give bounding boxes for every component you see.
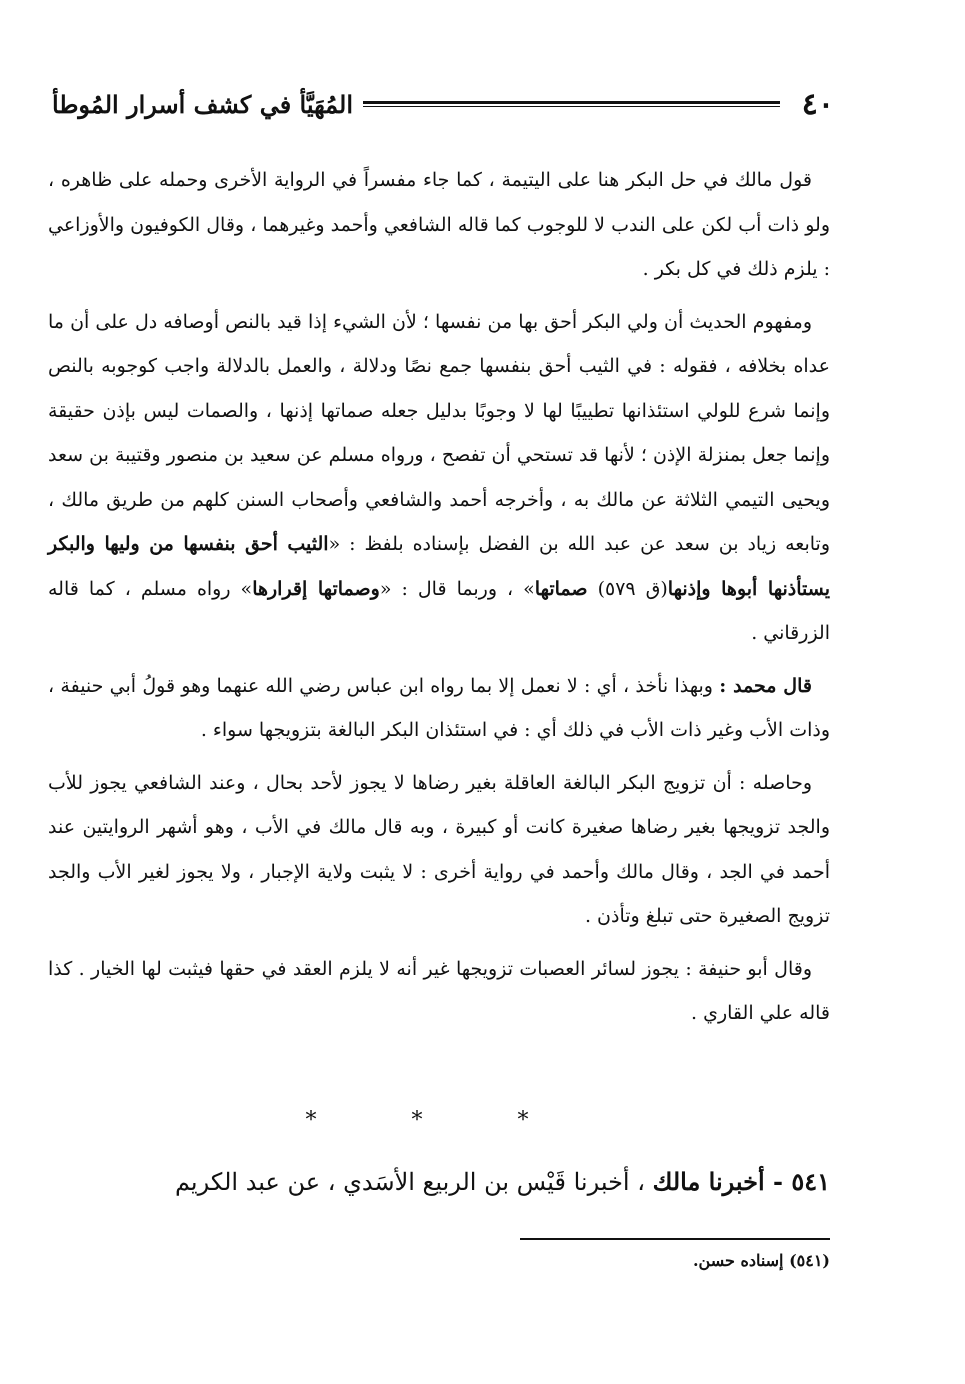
paragraph-text: وبهذا نأخذ ، أي : لا نعمل إلا بما رواه ابن عباس رضي الله عنهما وهو قولُ أبي حنيفة ، وذات الأب وغير ذات الأب في ذلك أي : في استئذان البكر البالغة بتزويجها سواء .	[48, 674, 830, 741]
paragraph-2	[48, 300, 830, 656]
running-header	[52, 80, 834, 128]
section-separator: * * *	[305, 1108, 573, 1133]
paragraph-text: ومفهوم الحديث أن ولي البكر أحق بها من نفسها ؛ لأن الشيء إذا قيد بالنص أوصافه دل على أن ما عداه بخلافه ، فقوله : في الثيب أحق بنفسها جمع نصًا ودلالة ، والعمل بالدلالة واجب كوجوبه بالنص وإنما شرع للولي استئذانها تطييبًا لها لا وجوبًا بدليل جعله صماتها إذنها ، والصمات ليس بإذن حقيقة وإنما جعل بمنزلة الإذن ؛ لأنها قد تستحي أن تفصح ، ورواه مسلم عن سعيد بن منصور وقتيبة بن سعد ويحيى التيمي الثلاثة عن مالك به ، وأخرجه أحمد والشافعي وأصحاب السنن كلهم من طريق مالك ، وتابعه زياد بن سعد عن عبد الله بن الفضل بإسناده بلفظ : «	[48, 310, 831, 555]
paragraph-5	[48, 947, 830, 1036]
manuscript-folio-ref: (ق ٥٧٩)	[587, 577, 668, 600]
page-number: ٤٠	[801, 86, 834, 122]
paragraph-1	[48, 158, 830, 292]
hadith-chain: ، أخبرنا قَيْس بن الربيع الأسَدي ، عن عبد الكريم	[174, 1168, 653, 1196]
footnote: (٥٤١) إسناده حسن.	[692, 1251, 830, 1270]
header-rule	[363, 101, 780, 107]
paragraph-3	[48, 664, 830, 753]
book-title: المُهَيَّأ في كشف أسرار المُوطأ	[52, 89, 353, 119]
paragraph-4	[48, 761, 830, 939]
quoted-hadith-text: وصماتها إقرارها	[252, 577, 380, 600]
paragraph-text: » ، وربما قال : «	[379, 577, 535, 600]
speaker-label: قال محمد :	[719, 674, 812, 697]
commentary-body	[48, 158, 830, 1044]
paragraph-text: قول مالك في حل البكر هنا على اليتيمة ، كما جاء مفسراً في الرواية الأخرى وحمله على ظاهره ، ولو ذات أب لكن على الندب لا للوجوب كما قاله الشافعي وأحمد وغيرهما ، وقال الكوفيون والأوزاعي : يلزم ذلك في كل بكر .	[48, 169, 830, 280]
paragraph-text: وقال أبو حنيفة : يجوز لسائر العصبات تزويجها غير أنه لا يلزم العقد في حقها فيثبت لها الخيار . كذا قاله علي القاري .	[48, 957, 830, 1024]
hadith-number: ٥٤١ - أخبرنا مالك	[652, 1167, 830, 1196]
hadith-entry	[48, 1158, 830, 1206]
quoted-hadith-text: الثيب أحق بنفسها من وليها والبكر يستأذنها أبوها وإذنها	[48, 533, 830, 600]
footnote-rule	[520, 1238, 830, 1240]
quoted-hadith-text: صماتها	[534, 577, 588, 600]
paragraph-text: » رواه مسلم ، كما قاله الزرقاني .	[48, 577, 830, 644]
paragraph-text: وحاصله : أن تزويج البكر البالغة العاقلة بغير رضاها لا يجوز لأحد بحال ، وعند الشافعي يجوز للأب والجد تزويجها بغير رضاها صغيرة كانت أو كبيرة ، وبه قال مالك في الأب ، وهو أشهر الروايتين عند أحمد في الجد ، وقال مالك وأحمد في رواية أخرى : لا يثبت ولاية الإجبار ، ولا يجوز لغير الأب والجد تزويج الصغيرة حتى تبلغ وتأذن .	[48, 771, 830, 927]
